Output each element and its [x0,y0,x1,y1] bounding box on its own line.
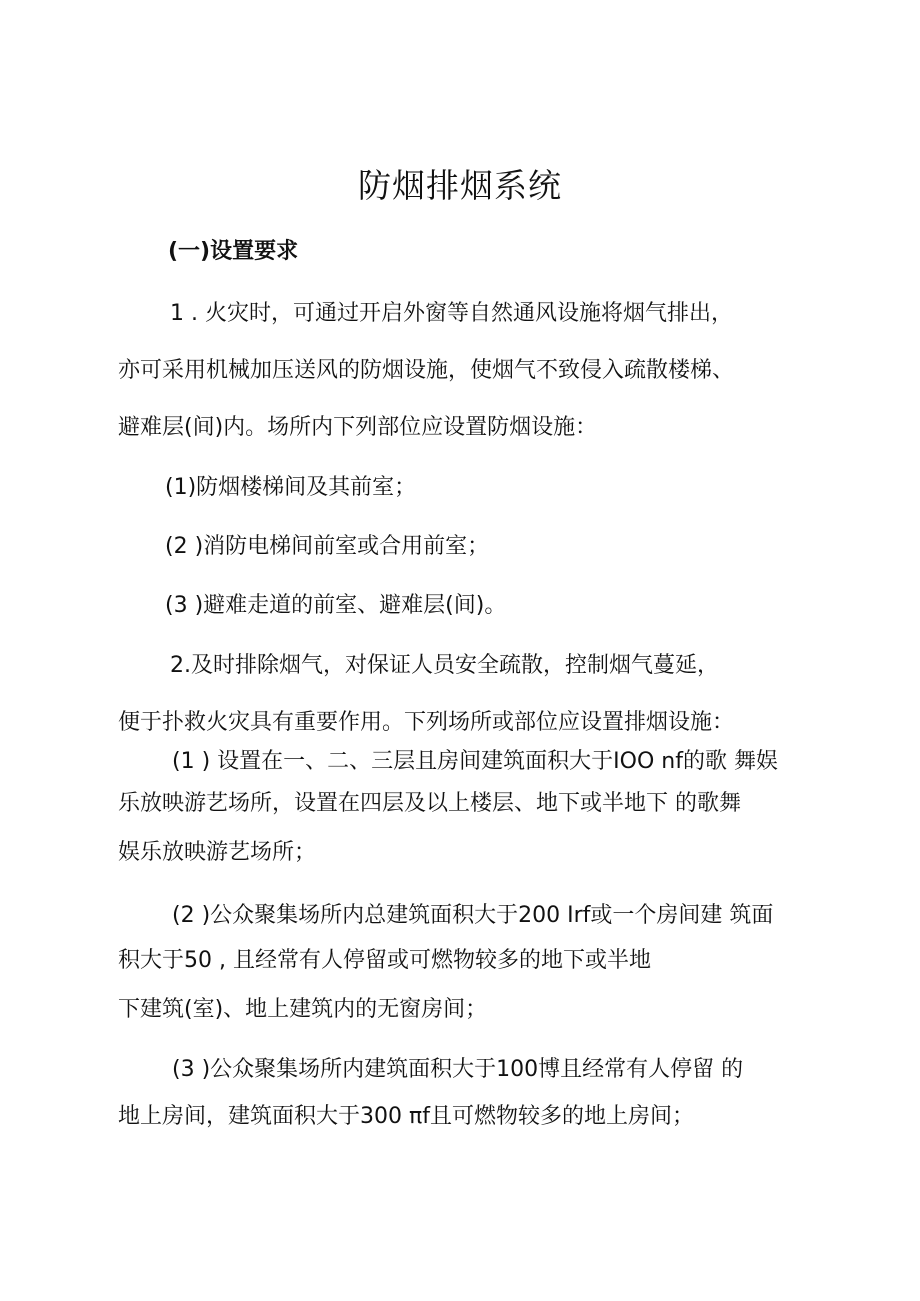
list-2-item-2-line-1: (2 )公众聚集场所内总建筑面积大于200 Irf或一个房间建 筑面 [172,903,774,928]
paragraph-1-line-1: 1 . 火灾时，可通过开启外窗等自然通风设施将烟气排出， [170,301,733,326]
list-2-item-1-line-3: 娱乐放映游艺场所； [118,840,317,865]
paragraph-1-line-2: 亦可采用机械加压送风的防烟设施，使烟气不致侵入疏散楼梯、 [118,358,735,383]
paragraph-2-line-2: 便于扑救火灾具有重要作用。下列场所或部位应设置排烟设施： [118,710,735,735]
paragraph-1-line-3: 避难层(间)内。场所内下列部位应设置防烟设施： [118,415,598,440]
list-1-item-2: (2 )消防电梯间前室或合用前室； [165,534,490,559]
list-2-item-2-line-3: 下建筑(室)、地上建筑内的无窗房间； [118,997,488,1022]
section-heading: (一)设置要求 [168,239,299,264]
paragraph-2-line-1: 2.及时排除烟气，对保证人员安全疏散，控制烟气蔓延， [170,653,719,678]
list-2-item-2-line-2: 积大于50 , 且经常有人停留或可燃物较多的地下或半地 [118,948,651,973]
list-2-item-3-line-2: 地上房间，建筑面积大于300 πf且可燃物较多的地上房间； [118,1104,694,1129]
list-1-item-1: (1)防烟楼梯间及其前室； [165,475,417,500]
list-2-item-1-line-1: (1 ) 设置在一、二、三层且房间建筑面积大于IOO nf的歌 舞娱 [172,749,778,774]
document-title: 防烟排烟系统 [358,166,562,205]
list-2-item-3-line-1: (3 )公众聚集场所内建筑面积大于100博且经常有人停留 的 [172,1057,744,1082]
list-1-item-3: (3 )避难走道的前室、避难层(间)。 [165,593,507,618]
list-2-item-1-line-2: 乐放映游艺场所，设置在四层及以上楼层、地下或半地下 的歌舞 [118,791,741,816]
